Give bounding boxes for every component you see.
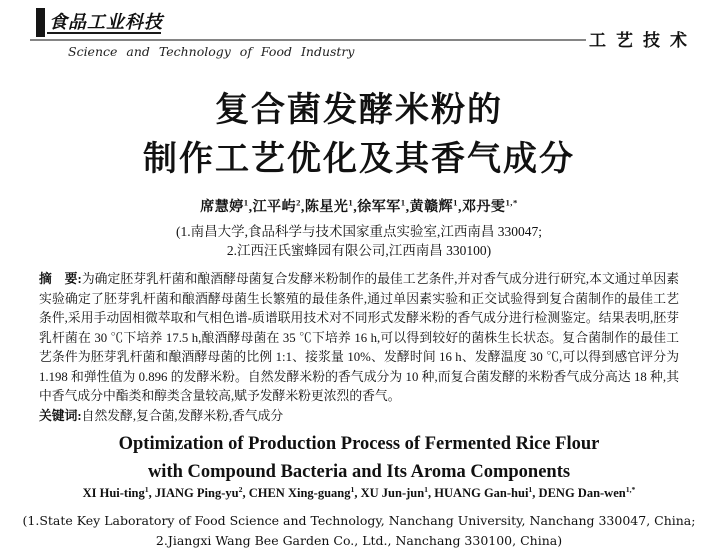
affiliation-chinese-2: 2.江西汪氏蜜蜂园有限公司,江西南昌 330100) (226, 243, 492, 258)
affiliation-chinese-1: (1.南昌大学,食品科学与技术国家重点实验室,江西南昌 330047; (176, 224, 542, 239)
author-name: DENG Dan-wen$^{1,*}$ (538, 484, 636, 500)
article-title-line2: 制作工艺优化及其香气成分 (143, 141, 575, 178)
author-affiliation-superscript: 1 (144, 484, 149, 494)
abstract-block (39, 270, 679, 426)
affiliation-english-1: (1.State Key Laboratory of Food Science and Technology, Nanchang University, Nanchang 330047, China; (22, 513, 696, 528)
author-name: JIANG Ping-$yu^2$ (154, 484, 243, 500)
affiliation-english-2: 2.Jiangxi Wang Bee Garden Co., Ltd., Nanchang 330100, China) (155, 533, 563, 548)
author-affiliation-superscript: 1 (348, 197, 354, 208)
author-name: XU Jun-jun$^1$ (360, 484, 429, 500)
article-title-english (0, 430, 718, 486)
author-name: HUANG Gan-hui$^1$ (434, 484, 533, 500)
author-name: XI Hui-ting$^1$ (82, 484, 149, 500)
author-list-english: XI Hui-ting$^1$, JIANG Ping-$yu^2$, CHEN Xing-guang$^1$, XU Jun-jun$^1$, HUANG Gan-hui$^1$, DENG Dan-wen$^{1,*}$ (82, 484, 636, 500)
author-name: CHEN Xing-guang$^1$ (248, 484, 355, 500)
author-affiliation-superscript: 2 (238, 484, 243, 494)
journal-name-english: Science and Technology of Food Industry (68, 44, 355, 59)
author-affiliation-superscript: 2 (296, 197, 301, 208)
author-list-chinese: 席慧婷$^1$,江平屿$^2$,陈星光$^1$,徐军军$^1$,黄赣辉$^1$,邓丹雯$^{1,*}$ (200, 197, 518, 215)
author-name: 江平屿$^2$ (252, 197, 301, 215)
header-horizontal-rule (30, 39, 586, 41)
journal-logo-underline (47, 32, 161, 34)
article-title-english-line2: with Compound Bacteria and Its Aroma Components (147, 462, 571, 482)
keywords-text: 自然发酵,复合菌,发酵米粉,香气成分 (81, 408, 284, 423)
author-affiliation-superscript: 1 (243, 197, 249, 208)
author-name: 黄赣辉$^1$ (409, 197, 458, 215)
author-affiliation-superscript: 1,* (625, 484, 636, 494)
author-affiliation-superscript: 1 (350, 484, 355, 494)
author-name: 陈星光$^1$ (304, 197, 354, 215)
article-title-line1: 复合菌发酵米粉的 (215, 92, 503, 129)
author-name: 席慧婷$^1$ (200, 197, 249, 215)
journal-logo-chinese: 食品工业科技 (49, 12, 163, 32)
author-affiliation-superscript: 1 (453, 197, 458, 208)
author-affiliation-superscript: 1 (424, 484, 429, 494)
keywords-paragraph (39, 407, 679, 427)
article-title-chinese (0, 86, 718, 184)
author-name: 徐军军$^1$ (357, 197, 406, 215)
journal-logo-accent-bar (36, 8, 45, 37)
author-affiliation-superscript: 1,* (505, 197, 518, 208)
journal-section-label: 工艺技术 (589, 31, 697, 50)
author-affiliation-superscript: 1 (400, 197, 406, 208)
author-affiliation-superscript: 1 (528, 484, 533, 494)
abstract-label: 摘 要: (39, 272, 82, 286)
article-title-english-line1: Optimization of Production Process of Fermented Rice Flour (118, 434, 600, 454)
abstract-text: 为确定胚芽乳杆菌和酿酒酵母菌复合发酵米粉制作的最佳工艺条件,并对香气成分进行研究,本文通过单因素实验确定了胚芽乳杆菌和酿酒酵母菌生长繁殖的最佳条件,通过单因素实验和正交试验得到复合菌制作的最佳工艺条件,采用手动固相微萃取和气相色谱-质谱联用技术对不同形式发酵米粉的香气成分进行检测鉴定。结果表明,胚芽乳杆菌在 30 ℃下培养 17.5 h,酿酒酵母菌在 35 ℃下培养 16 h,可以得到较好的菌株生长状态。复合菌制作的最佳工艺条件为胚芽乳杆菌和酿酒酵母菌的比例 1:1、接浆量 10%、发酵时间 16 h、发酵温度 30 ℃,可以得到感官评分为 1.198 和弹性值为 0.896 的发酵米粉。自然发酵米粉的香气成分为 10 种,而复合菌发酵的米粉香气成分高达 18 种,其中香气成分中酯类和醇类含量较高,赋予发酵米粉更浓烈的香气。 (39, 272, 679, 403)
abstract-paragraph (39, 270, 679, 407)
keywords-label: 关键词: (39, 408, 82, 423)
author-name: 邓丹雯$^{1,*}$ (461, 197, 518, 215)
